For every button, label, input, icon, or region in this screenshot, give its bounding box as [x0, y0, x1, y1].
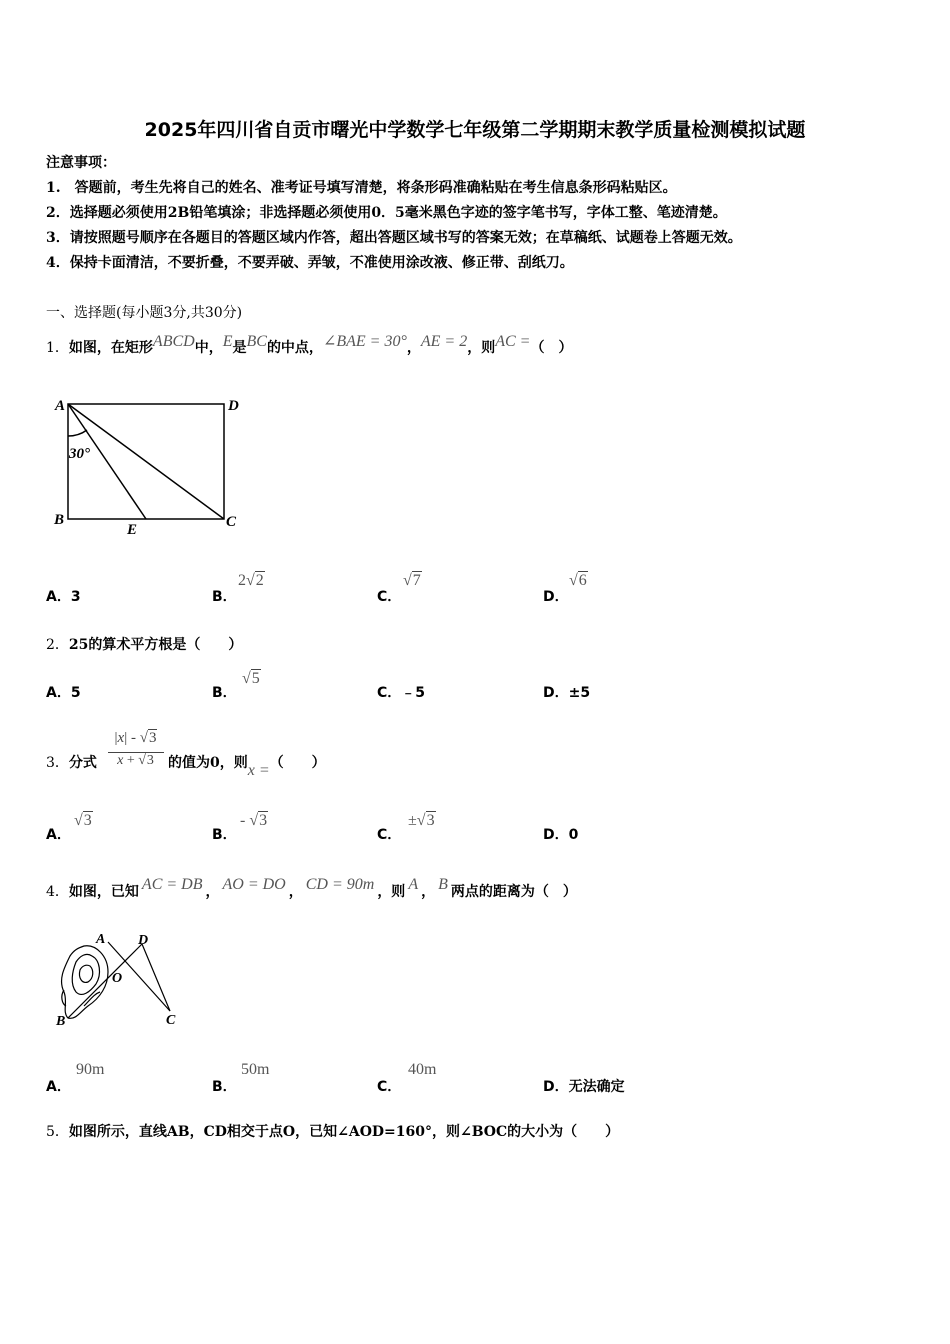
option-label: A． — [46, 685, 71, 701]
option-label: C． — [377, 1079, 402, 1095]
option-label: D． — [543, 1079, 569, 1095]
question-5 — [46, 1122, 619, 1142]
angle-arc — [68, 430, 87, 436]
denominator-radicand: 3 — [146, 753, 154, 768]
option-c-math — [408, 1061, 436, 1079]
q-text: ，则 — [467, 340, 496, 356]
radicand: 2 — [255, 572, 264, 589]
denominator-var: x — [117, 753, 124, 768]
option-c[interactable] — [377, 1076, 401, 1096]
option-value: 5 — [70, 685, 81, 701]
option-b[interactable] — [212, 824, 237, 844]
q-text: 如图，已知 — [68, 884, 139, 900]
option-value: 50m — [241, 1061, 270, 1078]
q-text: 中， — [194, 340, 223, 356]
q-math: AO = DO — [222, 876, 286, 893]
page-title: 2025年四川省自贡市曙光中学数学七年级第二学期期末教学质量检测模拟试题 — [144, 119, 806, 141]
q-text: （ ） — [269, 755, 326, 771]
q-text: 如图所示，直线AB，CD相交于点O，已知∠AOD=160°，则∠BOC的大小为（ ） — [68, 1124, 620, 1140]
question-number: 4． — [46, 884, 69, 900]
question-number: 5． — [46, 1124, 69, 1140]
q-math: B — [438, 876, 448, 893]
segment-dc — [142, 944, 170, 1011]
option-a-math: √3 — [74, 812, 92, 829]
option-label: D． — [543, 827, 569, 843]
option-c[interactable] — [377, 824, 401, 844]
radicand: 3 — [259, 812, 268, 829]
option-c-math: √7 — [403, 572, 421, 589]
pond-contour — [72, 954, 99, 994]
option-b-math: 2√2 — [238, 572, 264, 589]
sign: ± — [408, 812, 417, 829]
notice-item: 3．请按照题号顺序在各题目的答题区域内作答，超出答题区域书写的答案无效；在草稿纸、试题卷上答题无效。 — [46, 230, 742, 246]
section-heading: 一、选择题(每小题3分,共30分) — [46, 305, 243, 321]
option-b[interactable] — [212, 682, 237, 702]
q-text: 两点的距离为（ ） — [450, 884, 577, 900]
option-label: C． — [377, 685, 402, 701]
point-label-e: E — [127, 522, 138, 538]
option-label: D． — [543, 685, 569, 701]
option-value: 3 — [70, 589, 81, 605]
question-2 — [46, 635, 242, 655]
q-text: 25的算术平方根是（ ） — [68, 637, 243, 653]
numerator-radicand: 3 — [148, 730, 157, 746]
fraction-numerator: |x| - √3 — [108, 730, 164, 753]
q-math: ∠BAE = 30° — [322, 333, 407, 350]
point-label-a: A — [96, 932, 106, 947]
denominator-op: + — [126, 753, 135, 768]
numerator-var: x — [117, 730, 125, 746]
question-number: 1． — [46, 340, 69, 356]
option-d[interactable] — [543, 824, 578, 844]
option-value: ±5 — [568, 685, 591, 701]
q-math: ABCD — [152, 333, 195, 350]
q-text: ， — [406, 340, 421, 356]
notice-item: 2．选择题必须使用2B铅笔填涂；非选择题必须使用0．5毫米黑色字迹的签字笔书写，字体工整、笔迹清楚。 — [46, 205, 727, 221]
q-text: 如图，在矩形 — [68, 340, 153, 356]
point-label-b: B — [56, 1014, 66, 1028]
option-d[interactable] — [543, 586, 569, 606]
numerator-op: - — [130, 730, 136, 746]
coefficient: 2 — [238, 572, 246, 589]
option-a[interactable] — [46, 824, 71, 844]
sign: - — [240, 812, 246, 829]
point-label-d: D — [228, 398, 239, 414]
option-label: B． — [212, 589, 237, 605]
option-b[interactable] — [212, 1076, 237, 1096]
notice-heading: 注意事项： — [46, 155, 116, 171]
option-a-math — [76, 1061, 104, 1079]
point-label-a: A — [55, 398, 66, 414]
option-b-math — [241, 1061, 269, 1079]
option-value: ﹣5 — [401, 685, 426, 701]
pond-figure — [50, 928, 190, 1028]
option-c[interactable] — [377, 682, 425, 702]
option-label: B． — [212, 827, 237, 843]
option-value: 40m — [408, 1061, 437, 1078]
q-math: AC = DB — [141, 876, 203, 893]
fraction-denominator: x + √3 — [117, 753, 154, 768]
point-label-o: O — [112, 971, 123, 986]
question-1 — [46, 333, 573, 358]
option-label: C． — [377, 589, 402, 605]
q-math: CD = 90m — [305, 876, 375, 893]
segment-db — [68, 944, 142, 1018]
radicand: 5 — [251, 670, 260, 687]
point-label-d: D — [138, 933, 149, 948]
q-math: BC — [246, 333, 267, 350]
question-3-suffix — [168, 753, 326, 779]
q-math: A — [408, 876, 419, 893]
point-label-b: B — [54, 512, 65, 528]
option-label: B． — [212, 1079, 237, 1095]
option-b-math: √5 — [242, 670, 260, 687]
option-label: A． — [46, 589, 71, 605]
radicand: 3 — [426, 812, 435, 829]
radicand: 6 — [578, 572, 587, 589]
option-label: B． — [212, 685, 237, 701]
q-text: ， — [288, 884, 303, 900]
question-number: 3． — [46, 755, 69, 771]
option-d-math: √6 — [569, 572, 587, 589]
notice-item: 4．保持卡面清洁，不要折叠，不要弄破、弄皱，不准使用涂改液、修正带、刮纸刀。 — [46, 255, 574, 271]
option-value: 无法确定 — [568, 1079, 625, 1095]
option-label: D． — [543, 589, 569, 605]
question-3-prefix — [46, 753, 97, 773]
option-d[interactable] — [543, 1076, 625, 1096]
option-label: A． — [46, 1079, 71, 1095]
radicand: 7 — [412, 572, 421, 589]
radicand: 3 — [83, 812, 92, 829]
option-label: C． — [377, 827, 402, 843]
option-b-math: - √3 — [240, 812, 268, 829]
option-d[interactable] — [543, 682, 590, 702]
q-text: ， — [421, 884, 436, 900]
q-math: AC = — [495, 333, 531, 350]
question-number: 2． — [46, 637, 69, 653]
q-text: 的值为0，则 — [168, 755, 248, 771]
option-b[interactable] — [212, 586, 237, 606]
option-a[interactable] — [46, 586, 81, 606]
q-math: AE = 2 — [420, 333, 468, 350]
q-text: ，则 — [377, 884, 406, 900]
pond-contour-inner — [79, 965, 92, 982]
point-label-c: C — [226, 514, 237, 530]
q-math: x = — [247, 762, 270, 779]
option-value: 90m — [76, 1061, 105, 1078]
q-text: 的中点， — [266, 340, 323, 356]
option-label: A． — [46, 827, 71, 843]
rectangle-figure — [50, 392, 250, 542]
option-a[interactable] — [46, 1076, 71, 1096]
q-text: （ ） — [530, 340, 573, 356]
fraction — [108, 730, 164, 775]
point-label-c: C — [166, 1013, 176, 1028]
option-c[interactable] — [377, 586, 401, 606]
q-text: ， — [205, 884, 220, 900]
option-a[interactable] — [46, 682, 81, 702]
q-text: 分式 — [68, 755, 97, 771]
q-text: 是 — [232, 340, 247, 356]
option-value: 0 — [568, 827, 579, 843]
notice-item: 1. 答题前，考生先将自己的姓名、准考证号填写清楚，将条形码准确粘贴在考生信息条形码粘贴区。 — [46, 180, 677, 196]
question-4 — [46, 876, 577, 902]
q-math: E — [222, 333, 233, 350]
segment-ac — [68, 404, 224, 519]
option-c-math: ±√3 — [408, 812, 435, 829]
angle-label: 30° — [69, 446, 90, 462]
